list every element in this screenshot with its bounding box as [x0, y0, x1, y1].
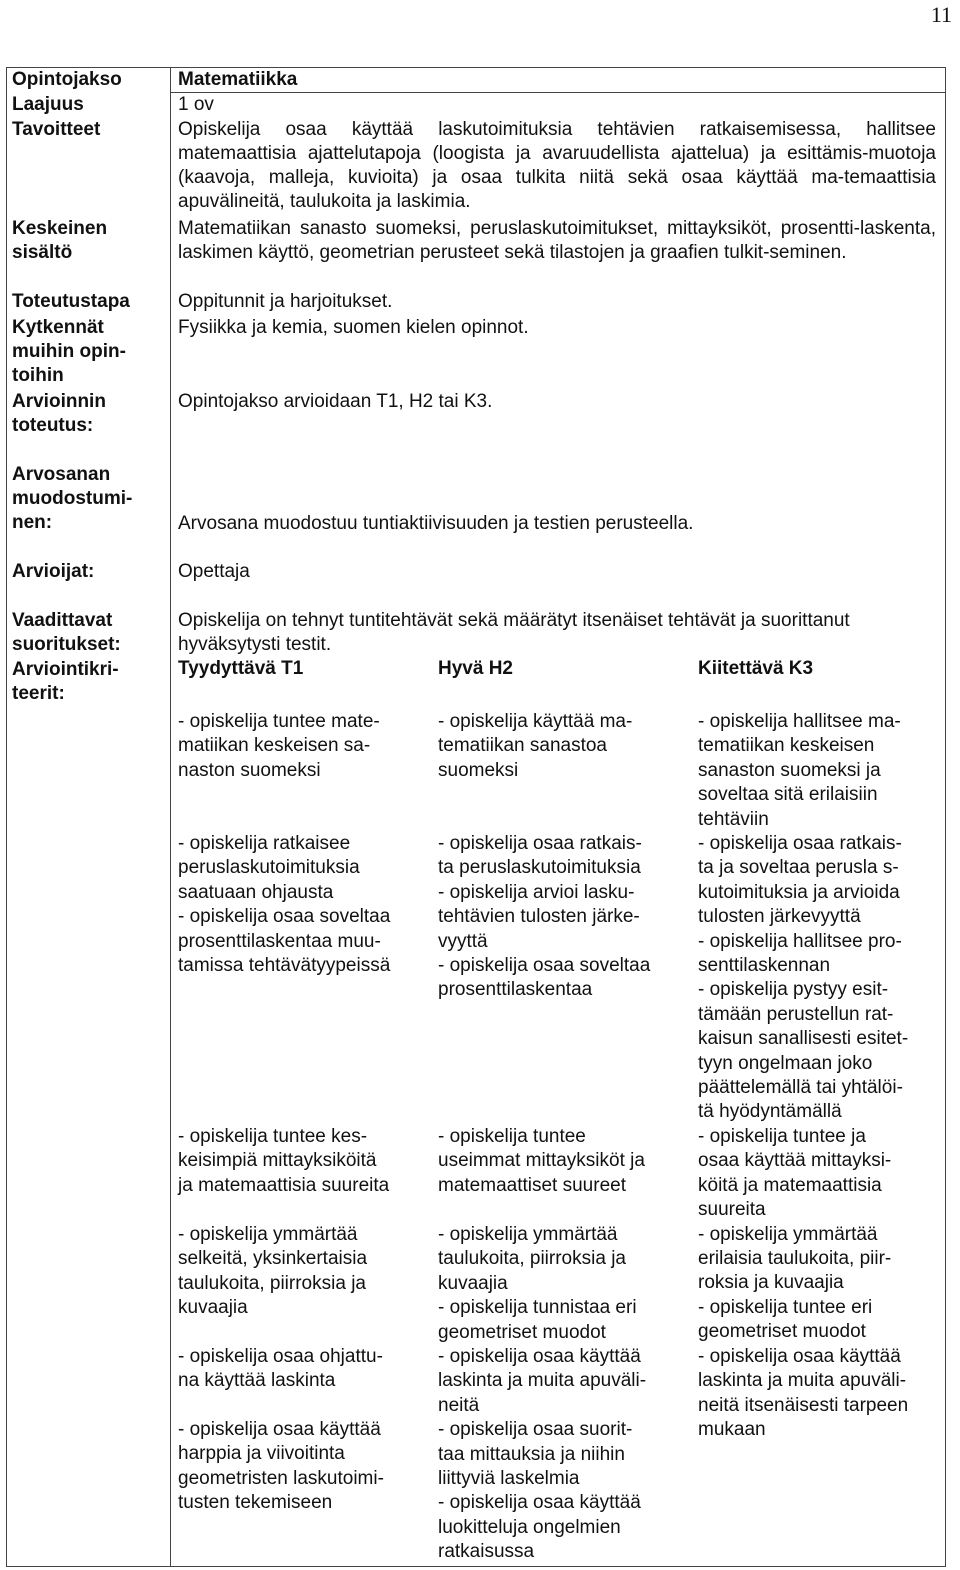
- label-arvosanan-muodostuminen: Arvosanan muodostumi- nen:: [12, 464, 133, 533]
- criteria-h2-item: - opiskelija tuntee useimmat mittayksiköt ja matemaattiset suureet: [438, 1126, 645, 1196]
- label-opintojakso: Opintojakso: [12, 69, 122, 90]
- page-number: 11: [930, 2, 952, 27]
- value-vaadittavat-suoritukset: Opiskelija on tehnyt tuntitehtävät sekä määrätyt itsenäiset tehtävät ja suorittanut hyväksytysti testit.: [178, 610, 850, 655]
- value-kytkennat: Fysiikka ja kemia, suomen kielen opinnot.: [178, 317, 529, 338]
- label-laajuus: Laajuus: [12, 94, 84, 115]
- label-tavoitteet: Tavoitteet: [12, 119, 101, 140]
- value-opintojakso: Matematiikka: [178, 69, 298, 90]
- criteria-k3-item: - opiskelija osaa ratkais- ta ja soveltaa perusla s- kutoimituksia ja arvioida tulosten järkevyyttä - opiskelija hallitsee pro- senttilaskennan - opiskelija pystyy esit- tämään perustellun rat- kaisun sanallisesti esitet- tyyn ongelmaan joko päättelemällä tai yhtälöi- tä hyödyntämällä: [698, 833, 909, 1123]
- value-tavoitteet: Opiskelija osaa käyttää laskutoimituksia tehtävien ratkaisemisessa, hallitsee matemaattisia ajattelutapoja (loogista ja avaruudellista ajattelua) ja esittämis-muotoja (kaavoja, malleja, kuvioita) ja osaa tulkita niitä sekä osaa käyttää ma-temaattisia apuvälineitä, taulukoita ja laskimia.: [178, 119, 936, 212]
- criteria-k3-item: - opiskelija osaa käyttää laskinta ja muita apuväli- neitä itsenäisesti tarpeen mukaan: [698, 1346, 909, 1441]
- criteria-t1-item: - opiskelija osaa ohjattu- na käyttää laskinta: [178, 1346, 383, 1392]
- table-column-divider: [170, 67, 171, 1567]
- criteria-h2-item: - opiskelija osaa käyttää laskinta ja muita apuväli- neitä - opiskelija osaa suorit- taa mittauksia ja niihin liittyviä laskelmia - opiskelija osaa käyttää luokitteluja ongelmien ratkaisussa: [438, 1346, 647, 1563]
- label-arvioinnin-toteutus: Arvioinnin toteutus:: [12, 391, 106, 436]
- criteria-k3-item: - opiskelija hallitsee ma- tematiikan keskeisen sanaston suomeksi ja soveltaa sitä erilaisiin tehtäviin: [698, 711, 901, 830]
- label-arvioijat: Arvioijat:: [12, 561, 95, 582]
- criteria-t1-item: - opiskelija osaa käyttää harppia ja viivoitinta geometristen laskutoimi- tusten tekemiseen: [178, 1419, 384, 1514]
- criteria-header-k3: Kiitettävä K3: [698, 658, 814, 679]
- criteria-t1-item: - opiskelija tuntee kes- keisimpiä mittayksiköitä ja matemaattisia suureita: [178, 1126, 390, 1196]
- criteria-h2-item: - opiskelija osaa ratkais- ta peruslaskutoimituksia - opiskelija arvioi lasku- tehtävien tulosten järke- vyyttä - opiskelija osaa soveltaa prosenttilaskentaa: [438, 833, 651, 1001]
- criteria-t1-item: - opiskelija ratkaisee peruslaskutoimituksia saatuaan ohjausta - opiskelija osaa soveltaa prosenttilaskentaa muu- tamissa tehtävätyypeissä: [178, 833, 391, 977]
- criteria-header-h2: Hyvä H2: [438, 658, 513, 679]
- label-arviointikriteerit: Arviointikri- teerit:: [12, 659, 119, 704]
- value-toteutustapa: Oppitunnit ja harjoitukset.: [178, 291, 393, 312]
- value-arvosanan-muodostuminen: Arvosana muodostuu tuntiaktiivisuuden ja testien perusteella.: [178, 513, 694, 534]
- criteria-t1-item: - opiskelija ymmärtää selkeitä, yksinkertaisia taulukoita, piirroksia ja kuvaajia: [178, 1224, 368, 1319]
- criteria-h2-item: - opiskelija käyttää ma- tematiikan sanastoa suomeksi: [438, 711, 633, 781]
- criteria-k3-item: - opiskelija tuntee ja osaa käyttää mittayksi- köitä ja matemaattisia suureita - opiskelija ymmärtää erilaisia taulukoita, piir- roksia ja kuvaajia - opiskelija tuntee eri geometriset muodot: [698, 1126, 892, 1343]
- value-arvioinnin-toteutus: Opintojakso arvioidaan T1, H2 tai K3.: [178, 391, 493, 412]
- criteria-header-t1: Tyydyttävä T1: [178, 658, 304, 679]
- label-kytkennat: Kytkennät muihin opin- toihin: [12, 317, 126, 386]
- label-vaadittavat-suoritukset: Vaadittavat suoritukset:: [12, 610, 121, 655]
- label-keskeinen-sisalto: Keskeinen sisältö: [12, 218, 108, 263]
- value-keskeinen-sisalto: Matematiikan sanasto suomeksi, peruslaskutoimitukset, mittayksiköt, prosentti-laskenta, laskimen käyttö, geometrian perusteet sekä tilastojen ja graafien tulkit-seminen.: [178, 218, 936, 263]
- value-laajuus: 1 ov: [178, 94, 214, 115]
- label-toteutustapa: Toteutustapa: [12, 291, 130, 312]
- criteria-h2-item: - opiskelija ymmärtää taulukoita, piirroksia ja kuvaajia - opiskelija tunnistaa eri geometriset muodot: [438, 1224, 637, 1343]
- criteria-t1-item: - opiskelija tuntee mate- matiikan keskeisen sa- naston suomeksi: [178, 711, 380, 781]
- value-arvioijat: Opettaja: [178, 561, 250, 582]
